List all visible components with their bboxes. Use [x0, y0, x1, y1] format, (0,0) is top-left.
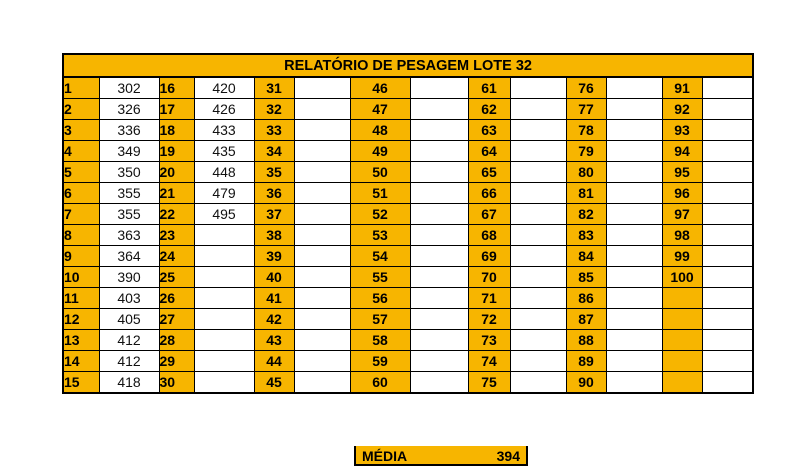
weight-empty — [702, 183, 753, 204]
item-number: 19 — [159, 141, 194, 162]
weight-value: 435 — [194, 141, 254, 162]
weight-empty — [194, 351, 254, 372]
table-row — [63, 141, 753, 162]
weight-empty — [294, 267, 350, 288]
item-number: 33 — [254, 120, 294, 141]
item-number: 68 — [468, 225, 510, 246]
item-number: 26 — [159, 288, 194, 309]
weight-empty — [510, 351, 566, 372]
weight-empty — [702, 141, 753, 162]
weight-value: 403 — [99, 288, 159, 309]
item-number: 28 — [159, 330, 194, 351]
weight-empty — [606, 120, 662, 141]
item-number: 21 — [159, 183, 194, 204]
item-number: 94 — [662, 141, 702, 162]
item-number: 95 — [662, 162, 702, 183]
item-number: 70 — [468, 267, 510, 288]
item-number: 2 — [63, 99, 99, 120]
empty-number-cell — [662, 309, 702, 330]
item-number: 49 — [350, 141, 410, 162]
weighing-report-sheet — [62, 53, 752, 464]
empty-number-cell — [662, 330, 702, 351]
item-number: 99 — [662, 246, 702, 267]
weight-empty — [606, 330, 662, 351]
weight-empty — [606, 204, 662, 225]
weight-empty — [410, 225, 468, 246]
item-number: 50 — [350, 162, 410, 183]
weighing-table — [62, 53, 754, 394]
weight-empty — [606, 183, 662, 204]
weight-empty — [606, 288, 662, 309]
item-number: 72 — [468, 309, 510, 330]
weight-value: 426 — [194, 99, 254, 120]
item-number: 1 — [63, 77, 99, 99]
item-number: 89 — [566, 351, 606, 372]
item-number: 31 — [254, 77, 294, 99]
item-number: 66 — [468, 183, 510, 204]
weight-empty — [410, 246, 468, 267]
weight-value: 418 — [99, 372, 159, 394]
weight-empty — [606, 372, 662, 394]
item-number: 98 — [662, 225, 702, 246]
item-number: 12 — [63, 309, 99, 330]
item-number: 9 — [63, 246, 99, 267]
item-number: 10 — [63, 267, 99, 288]
weight-empty — [510, 246, 566, 267]
item-number: 39 — [254, 246, 294, 267]
item-number: 85 — [566, 267, 606, 288]
weight-value: 412 — [99, 330, 159, 351]
weight-empty — [510, 99, 566, 120]
weight-empty — [294, 162, 350, 183]
table-row — [63, 77, 753, 99]
item-number: 44 — [254, 351, 294, 372]
weight-empty — [606, 141, 662, 162]
weight-empty — [702, 309, 753, 330]
weight-empty — [294, 351, 350, 372]
item-number: 29 — [159, 351, 194, 372]
table-row — [63, 309, 753, 330]
item-number: 41 — [254, 288, 294, 309]
weight-empty — [606, 351, 662, 372]
item-number: 55 — [350, 267, 410, 288]
table-row — [63, 267, 753, 288]
weight-value: 412 — [99, 351, 159, 372]
item-number: 24 — [159, 246, 194, 267]
item-number: 25 — [159, 267, 194, 288]
item-number: 32 — [254, 99, 294, 120]
table-row — [63, 120, 753, 141]
item-number: 65 — [468, 162, 510, 183]
weight-value: 336 — [99, 120, 159, 141]
weight-empty — [702, 372, 753, 394]
weight-value: 405 — [99, 309, 159, 330]
weight-empty — [410, 267, 468, 288]
item-number: 17 — [159, 99, 194, 120]
item-number: 63 — [468, 120, 510, 141]
weight-empty — [606, 99, 662, 120]
item-number: 13 — [63, 330, 99, 351]
weight-empty — [510, 372, 566, 394]
weight-value: 433 — [194, 120, 254, 141]
item-number: 75 — [468, 372, 510, 394]
weight-empty — [410, 77, 468, 99]
weight-empty — [702, 99, 753, 120]
item-number: 92 — [662, 99, 702, 120]
average-box — [354, 446, 528, 466]
item-number: 61 — [468, 77, 510, 99]
item-number: 51 — [350, 183, 410, 204]
item-number: 16 — [159, 77, 194, 99]
item-number: 97 — [662, 204, 702, 225]
weight-empty — [410, 183, 468, 204]
weight-empty — [510, 330, 566, 351]
weight-empty — [294, 330, 350, 351]
item-number: 15 — [63, 372, 99, 394]
item-number: 84 — [566, 246, 606, 267]
weight-value: 364 — [99, 246, 159, 267]
weight-empty — [510, 162, 566, 183]
weight-empty — [510, 183, 566, 204]
weight-value: 302 — [99, 77, 159, 99]
weight-empty — [702, 225, 753, 246]
item-number: 83 — [566, 225, 606, 246]
weight-empty — [410, 99, 468, 120]
weight-empty — [194, 309, 254, 330]
item-number: 100 — [662, 267, 702, 288]
weight-empty — [294, 120, 350, 141]
table-row — [63, 99, 753, 120]
weight-empty — [294, 77, 350, 99]
item-number: 74 — [468, 351, 510, 372]
item-number: 64 — [468, 141, 510, 162]
weight-empty — [194, 267, 254, 288]
weight-empty — [410, 204, 468, 225]
weight-empty — [410, 120, 468, 141]
item-number: 60 — [350, 372, 410, 394]
item-number: 4 — [63, 141, 99, 162]
item-number: 46 — [350, 77, 410, 99]
item-number: 82 — [566, 204, 606, 225]
weight-empty — [510, 141, 566, 162]
weight-empty — [606, 309, 662, 330]
weight-empty — [510, 77, 566, 99]
item-number: 34 — [254, 141, 294, 162]
weight-empty — [702, 77, 753, 99]
weight-empty — [702, 120, 753, 141]
item-number: 35 — [254, 162, 294, 183]
weight-empty — [294, 99, 350, 120]
weight-empty — [606, 162, 662, 183]
item-number: 42 — [254, 309, 294, 330]
item-number: 90 — [566, 372, 606, 394]
weight-empty — [510, 288, 566, 309]
weight-empty — [702, 267, 753, 288]
item-number: 81 — [566, 183, 606, 204]
item-number: 67 — [468, 204, 510, 225]
weight-value: 448 — [194, 162, 254, 183]
item-number: 11 — [63, 288, 99, 309]
item-number: 40 — [254, 267, 294, 288]
item-number: 7 — [63, 204, 99, 225]
item-number: 87 — [566, 309, 606, 330]
weight-empty — [194, 330, 254, 351]
weight-empty — [410, 288, 468, 309]
weight-value: 350 — [99, 162, 159, 183]
weight-empty — [702, 204, 753, 225]
weight-empty — [294, 288, 350, 309]
item-number: 27 — [159, 309, 194, 330]
item-number: 80 — [566, 162, 606, 183]
weight-empty — [294, 141, 350, 162]
weight-empty — [606, 225, 662, 246]
weight-value: 349 — [99, 141, 159, 162]
weight-value: 420 — [194, 77, 254, 99]
item-number: 96 — [662, 183, 702, 204]
item-number: 53 — [350, 225, 410, 246]
item-number: 62 — [468, 99, 510, 120]
table-row — [63, 225, 753, 246]
average-label: MÉDIA — [362, 448, 408, 464]
weight-empty — [702, 330, 753, 351]
item-number: 69 — [468, 246, 510, 267]
weight-empty — [194, 288, 254, 309]
weight-empty — [702, 351, 753, 372]
item-number: 6 — [63, 183, 99, 204]
item-number: 52 — [350, 204, 410, 225]
weight-value: 390 — [99, 267, 159, 288]
item-number: 56 — [350, 288, 410, 309]
weight-empty — [194, 225, 254, 246]
item-number: 5 — [63, 162, 99, 183]
weight-empty — [510, 204, 566, 225]
item-number: 8 — [63, 225, 99, 246]
empty-number-cell — [662, 288, 702, 309]
weight-empty — [194, 246, 254, 267]
item-number: 76 — [566, 77, 606, 99]
item-number: 37 — [254, 204, 294, 225]
item-number: 59 — [350, 351, 410, 372]
item-number: 71 — [468, 288, 510, 309]
item-number: 23 — [159, 225, 194, 246]
item-number: 38 — [254, 225, 294, 246]
weight-value: 326 — [99, 99, 159, 120]
weight-empty — [194, 372, 254, 394]
average-value: 394 — [496, 448, 520, 464]
weight-value: 363 — [99, 225, 159, 246]
item-number: 57 — [350, 309, 410, 330]
item-number: 20 — [159, 162, 194, 183]
weight-empty — [410, 372, 468, 394]
weight-value: 355 — [99, 204, 159, 225]
weight-empty — [294, 372, 350, 394]
table-row — [63, 162, 753, 183]
weight-empty — [510, 267, 566, 288]
weight-empty — [294, 183, 350, 204]
item-number: 36 — [254, 183, 294, 204]
weight-value: 495 — [194, 204, 254, 225]
weight-empty — [410, 330, 468, 351]
weight-empty — [410, 351, 468, 372]
item-number: 88 — [566, 330, 606, 351]
item-number: 22 — [159, 204, 194, 225]
item-number: 43 — [254, 330, 294, 351]
weight-empty — [294, 309, 350, 330]
weight-empty — [702, 288, 753, 309]
weight-empty — [702, 246, 753, 267]
weight-empty — [410, 309, 468, 330]
table-row — [63, 246, 753, 267]
item-number: 73 — [468, 330, 510, 351]
item-number: 45 — [254, 372, 294, 394]
table-row — [63, 204, 753, 225]
item-number: 14 — [63, 351, 99, 372]
table-row — [63, 330, 753, 351]
item-number: 54 — [350, 246, 410, 267]
weight-empty — [410, 162, 468, 183]
empty-number-cell — [662, 372, 702, 394]
empty-number-cell — [662, 351, 702, 372]
weight-empty — [410, 141, 468, 162]
item-number: 30 — [159, 372, 194, 394]
item-number: 77 — [566, 99, 606, 120]
item-number: 3 — [63, 120, 99, 141]
weight-empty — [294, 246, 350, 267]
item-number: 48 — [350, 120, 410, 141]
item-number: 47 — [350, 99, 410, 120]
weight-value: 355 — [99, 183, 159, 204]
weight-empty — [606, 267, 662, 288]
weight-empty — [294, 225, 350, 246]
table-row — [63, 288, 753, 309]
weight-empty — [606, 77, 662, 99]
table-row — [63, 372, 753, 394]
item-number: 91 — [662, 77, 702, 99]
weight-empty — [606, 246, 662, 267]
weight-value: 479 — [194, 183, 254, 204]
item-number: 58 — [350, 330, 410, 351]
weight-empty — [294, 204, 350, 225]
item-number: 78 — [566, 120, 606, 141]
table-row — [63, 183, 753, 204]
item-number: 18 — [159, 120, 194, 141]
item-number: 93 — [662, 120, 702, 141]
weight-empty — [702, 162, 753, 183]
item-number: 79 — [566, 141, 606, 162]
weight-empty — [510, 120, 566, 141]
weight-empty — [510, 225, 566, 246]
weight-empty — [510, 309, 566, 330]
report-title: RELATÓRIO DE PESAGEM LOTE 32 — [63, 54, 753, 77]
table-row — [63, 351, 753, 372]
item-number: 86 — [566, 288, 606, 309]
